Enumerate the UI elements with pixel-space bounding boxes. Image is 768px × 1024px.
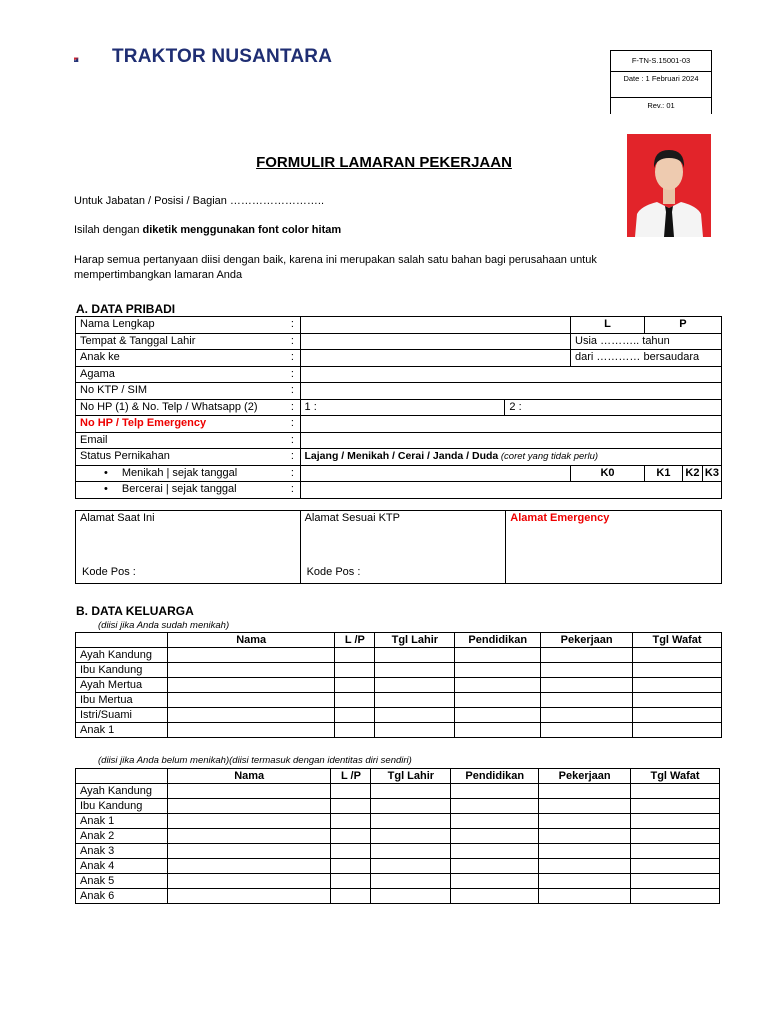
input-hp-2[interactable]: 2 : bbox=[505, 399, 722, 416]
table-row bbox=[76, 708, 722, 723]
family-cell[interactable] bbox=[633, 723, 722, 738]
label-hp: No HP (1) & No. Telp / Whatsapp (2) bbox=[76, 399, 286, 416]
row-agama: Agama : bbox=[76, 366, 722, 383]
family-cell[interactable] bbox=[451, 859, 539, 874]
table-row bbox=[76, 784, 720, 799]
row-bercerai: • Bercerai | sejak tanggal : bbox=[76, 482, 722, 499]
family-cell[interactable] bbox=[335, 648, 375, 663]
family-member-label: Anak 1 bbox=[76, 814, 168, 829]
gender-p[interactable]: P bbox=[644, 317, 721, 334]
family-cell[interactable] bbox=[371, 859, 451, 874]
family-cell[interactable] bbox=[631, 814, 720, 829]
family-cell[interactable] bbox=[631, 874, 720, 889]
family-cell[interactable] bbox=[167, 889, 331, 904]
option-k1[interactable]: K1 bbox=[644, 465, 682, 482]
family-cell[interactable] bbox=[451, 844, 539, 859]
row-ktp: No KTP / SIM : bbox=[76, 383, 722, 400]
table-row bbox=[76, 648, 722, 663]
row-anak-ke: Anak ke : dari ………… bersaudara bbox=[76, 350, 722, 367]
family-cell[interactable] bbox=[633, 648, 722, 663]
input-ttl[interactable] bbox=[300, 333, 571, 350]
row-nama: Nama Lengkap : L P bbox=[76, 317, 722, 334]
family-cell[interactable] bbox=[451, 829, 539, 844]
family-header: Nama L /P Tgl Lahir Pendidikan Pekerjaan Tgl Wafat bbox=[76, 633, 722, 648]
family-member-label: Istri/Suami bbox=[76, 708, 168, 723]
family-cell[interactable] bbox=[335, 708, 375, 723]
family-cell[interactable] bbox=[541, 693, 633, 708]
family-cell[interactable] bbox=[541, 678, 633, 693]
family-cell[interactable] bbox=[539, 874, 631, 889]
family-cell[interactable] bbox=[539, 859, 631, 874]
label-nama: Nama Lengkap bbox=[76, 317, 286, 334]
family-table-single bbox=[75, 768, 720, 904]
family-header: Nama L /P Tgl Lahir Pendidikan Pekerjaan Tgl Wafat bbox=[76, 769, 720, 784]
section-b-heading: B. DATA KELUARGA bbox=[76, 604, 194, 618]
label-agama: Agama bbox=[76, 366, 286, 383]
table-row bbox=[76, 829, 720, 844]
family-cell[interactable] bbox=[375, 663, 455, 678]
input-emergency[interactable] bbox=[300, 416, 721, 433]
family-cell[interactable] bbox=[633, 678, 722, 693]
label-emergency: No HP / Telp Emergency bbox=[76, 416, 286, 433]
family-cell[interactable] bbox=[451, 799, 539, 814]
family-cell[interactable] bbox=[331, 889, 371, 904]
family-member-label: Anak 3 bbox=[76, 844, 168, 859]
family-cell[interactable] bbox=[375, 693, 455, 708]
family-member-label: Anak 6 bbox=[76, 889, 168, 904]
label-anak-ke: Anak ke bbox=[76, 350, 286, 367]
input-hp-1[interactable]: 1 : bbox=[300, 399, 505, 416]
instruction-line: Isilah dengan diketik menggunakan font color hitam bbox=[74, 224, 342, 236]
family-cell[interactable] bbox=[371, 874, 451, 889]
family-cell[interactable] bbox=[167, 663, 334, 678]
family-cell[interactable] bbox=[539, 889, 631, 904]
family-cell[interactable] bbox=[331, 859, 371, 874]
address-emergency[interactable]: Alamat Emergency bbox=[506, 511, 722, 584]
family-cell[interactable] bbox=[331, 874, 371, 889]
family-member-label: Ayah Mertua bbox=[76, 678, 168, 693]
family-cell[interactable] bbox=[371, 784, 451, 799]
row-hp: No HP (1) & No. Telp / Whatsapp (2) : 1 : 2 : bbox=[76, 399, 722, 416]
family-member-label: Anak 1 bbox=[76, 723, 168, 738]
section-a-heading: A. DATA PRIBADI bbox=[76, 302, 176, 316]
family-cell[interactable] bbox=[167, 799, 331, 814]
family-cell[interactable] bbox=[631, 829, 720, 844]
label-email: Email bbox=[76, 432, 286, 449]
family-cell[interactable] bbox=[539, 829, 631, 844]
label-bercerai: • Bercerai | sejak tanggal bbox=[76, 482, 286, 499]
input-ktp[interactable] bbox=[300, 383, 721, 400]
family-cell[interactable] bbox=[167, 829, 331, 844]
family-member-label: Anak 4 bbox=[76, 859, 168, 874]
family-cell[interactable] bbox=[631, 889, 720, 904]
family-member-label: Ayah Kandung bbox=[76, 784, 168, 799]
status-options[interactable]: Lajang / Menikah / Cerai / Janda / Duda (coret yang tidak perlu) bbox=[300, 449, 721, 466]
family-cell[interactable] bbox=[541, 723, 633, 738]
table-row bbox=[76, 678, 722, 693]
family-cell[interactable] bbox=[631, 844, 720, 859]
form-title: FORMULIR LAMARAN PEKERJAAN bbox=[256, 154, 512, 171]
note-line-2: mempertimbangkan lamaran Anda bbox=[74, 269, 243, 281]
family-table-married bbox=[75, 632, 722, 738]
family-cell[interactable] bbox=[633, 693, 722, 708]
kode-pos-current: Kode Pos : bbox=[82, 566, 136, 578]
family-cell[interactable] bbox=[331, 799, 371, 814]
table-row bbox=[76, 874, 720, 889]
company-name: TRAKTOR NUSANTARA bbox=[112, 46, 333, 67]
input-agama[interactable] bbox=[300, 366, 721, 383]
family-cell[interactable] bbox=[455, 648, 541, 663]
family-cell[interactable] bbox=[331, 844, 371, 859]
family-cell[interactable] bbox=[455, 723, 541, 738]
note-line-1: Harap semua pertanyaan diisi dengan baik, karena ini merupakan salah satu bahan bagi perusahaan untuk bbox=[74, 254, 597, 266]
family-cell[interactable] bbox=[331, 784, 371, 799]
option-k2-k3[interactable]: K2 K3 bbox=[682, 465, 721, 482]
address-current[interactable]: Alamat Saat Ini Kode Pos : bbox=[76, 511, 301, 584]
family-cell[interactable] bbox=[375, 678, 455, 693]
note-single: (diisi jika Anda belum menikah)(diisi termasuk dengan identitas diri sendiri) bbox=[98, 755, 412, 766]
table-row bbox=[76, 844, 720, 859]
label-ktp: No KTP / SIM bbox=[76, 383, 286, 400]
input-saudara[interactable]: dari ………… bersaudara bbox=[571, 350, 722, 367]
family-cell[interactable] bbox=[633, 708, 722, 723]
family-cell[interactable] bbox=[541, 648, 633, 663]
family-cell[interactable] bbox=[167, 708, 334, 723]
table-row bbox=[76, 799, 720, 814]
doc-code: F-TN-S.15001-03 bbox=[611, 50, 711, 72]
family-cell[interactable] bbox=[539, 799, 631, 814]
family-cell[interactable] bbox=[167, 814, 331, 829]
family-cell[interactable] bbox=[167, 859, 331, 874]
option-k0[interactable]: K0 bbox=[571, 465, 645, 482]
family-cell[interactable] bbox=[633, 663, 722, 678]
address-table bbox=[75, 510, 722, 584]
family-member-label: Anak 5 bbox=[76, 874, 168, 889]
family-cell[interactable] bbox=[167, 844, 331, 859]
label-ttl: Tempat & Tanggal Lahir bbox=[76, 333, 286, 350]
table-row bbox=[76, 723, 722, 738]
family-member-label: Ibu Kandung bbox=[76, 663, 168, 678]
family-cell[interactable] bbox=[167, 678, 334, 693]
row-emergency: No HP / Telp Emergency : bbox=[76, 416, 722, 433]
family-cell[interactable] bbox=[541, 663, 633, 678]
input-email[interactable] bbox=[300, 432, 721, 449]
personal-data-table bbox=[75, 316, 722, 499]
family-cell[interactable] bbox=[167, 784, 331, 799]
family-cell[interactable] bbox=[375, 708, 455, 723]
family-cell[interactable] bbox=[371, 889, 451, 904]
family-cell[interactable] bbox=[371, 844, 451, 859]
family-cell[interactable] bbox=[335, 663, 375, 678]
note-married: (diisi jika Anda sudah menikah) bbox=[98, 620, 230, 631]
input-menikah[interactable] bbox=[300, 465, 571, 482]
address-ktp[interactable]: Alamat Sesuai KTP Kode Pos : bbox=[300, 511, 506, 584]
table-row bbox=[76, 889, 720, 904]
family-cell[interactable] bbox=[539, 844, 631, 859]
position-line: Untuk Jabatan / Posisi / Bagian …………………….. bbox=[74, 195, 325, 207]
family-cell[interactable] bbox=[539, 784, 631, 799]
label-menikah: • Menikah | sejak tanggal bbox=[76, 465, 286, 482]
family-cell[interactable] bbox=[167, 723, 334, 738]
row-menikah: • Menikah | sejak tanggal : K0 K1 K2 K3 bbox=[76, 465, 722, 482]
input-usia[interactable]: Usia ……….. tahun bbox=[571, 333, 722, 350]
family-cell[interactable] bbox=[371, 829, 451, 844]
family-cell[interactable] bbox=[451, 874, 539, 889]
family-cell[interactable] bbox=[331, 814, 371, 829]
family-cell[interactable] bbox=[451, 814, 539, 829]
family-cell[interactable] bbox=[451, 784, 539, 799]
family-cell[interactable] bbox=[455, 663, 541, 678]
table-row bbox=[76, 663, 722, 678]
family-cell[interactable] bbox=[371, 799, 451, 814]
family-cell[interactable] bbox=[375, 648, 455, 663]
family-cell[interactable] bbox=[167, 874, 331, 889]
doc-date: Date : 1 Februari 2024 bbox=[611, 72, 711, 98]
family-member-label: Ibu Kandung bbox=[76, 799, 168, 814]
family-cell[interactable] bbox=[631, 859, 720, 874]
family-cell[interactable] bbox=[631, 784, 720, 799]
row-ttl: Tempat & Tanggal Lahir : Usia ……….. tahun bbox=[76, 333, 722, 350]
input-anak-ke[interactable] bbox=[300, 350, 571, 367]
family-cell[interactable] bbox=[451, 889, 539, 904]
family-member-label: Anak 2 bbox=[76, 829, 168, 844]
family-cell[interactable] bbox=[335, 678, 375, 693]
applicant-photo bbox=[627, 134, 711, 237]
label-status: Status Pernikahan bbox=[76, 449, 286, 466]
table-row bbox=[76, 693, 722, 708]
table-row bbox=[76, 859, 720, 874]
family-cell[interactable] bbox=[539, 814, 631, 829]
family-cell[interactable] bbox=[631, 799, 720, 814]
family-cell[interactable] bbox=[331, 829, 371, 844]
row-status: Status Pernikahan : Lajang / Menikah / Cerai / Janda / Duda (coret yang tidak perlu) bbox=[76, 449, 722, 466]
family-cell[interactable] bbox=[167, 648, 334, 663]
family-cell[interactable] bbox=[167, 693, 334, 708]
row-email: Email : bbox=[76, 432, 722, 449]
doc-revision: Rev.: 01 bbox=[647, 101, 675, 110]
input-nama[interactable] bbox=[300, 317, 571, 334]
document-control-box bbox=[610, 50, 712, 114]
family-member-label: Ayah Kandung bbox=[76, 648, 168, 663]
gender-l[interactable]: L bbox=[571, 317, 645, 334]
family-cell[interactable] bbox=[335, 693, 375, 708]
family-cell[interactable] bbox=[335, 723, 375, 738]
family-cell[interactable] bbox=[455, 693, 541, 708]
family-cell[interactable] bbox=[541, 708, 633, 723]
table-row bbox=[76, 814, 720, 829]
company-logo bbox=[74, 43, 108, 77]
family-cell[interactable] bbox=[455, 678, 541, 693]
family-cell[interactable] bbox=[371, 814, 451, 829]
kode-pos-ktp: Kode Pos : bbox=[306, 566, 361, 578]
input-bercerai[interactable] bbox=[300, 482, 721, 499]
family-member-label: Ibu Mertua bbox=[76, 693, 168, 708]
family-cell[interactable] bbox=[455, 708, 541, 723]
family-cell[interactable] bbox=[375, 723, 455, 738]
